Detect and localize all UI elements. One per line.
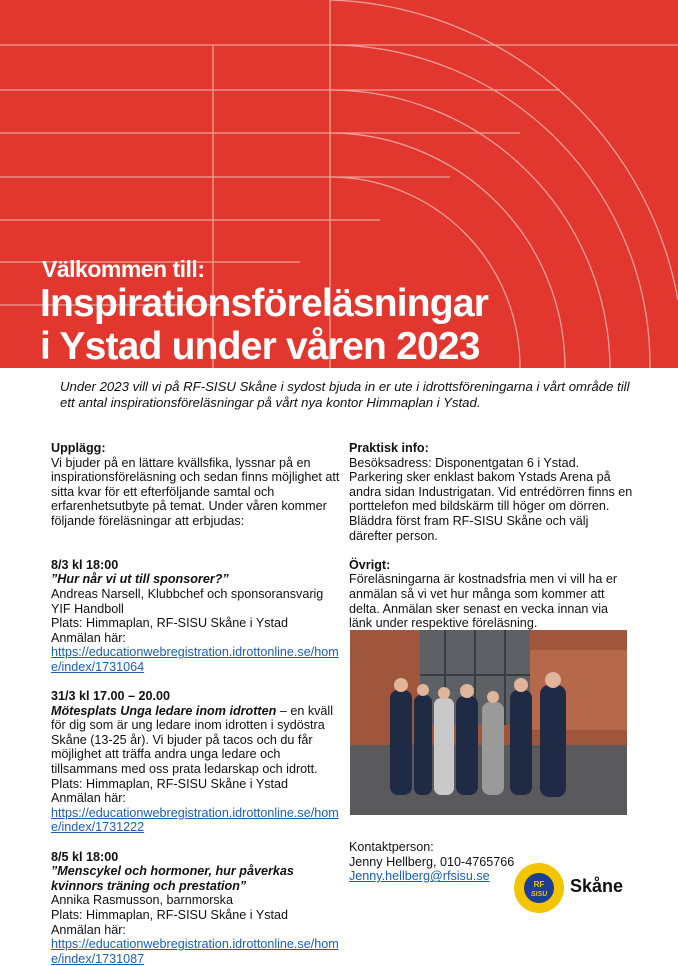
event-signup-link[interactable]: https://educationwebregistration.idrottonline.se/home/index/1731222 <box>51 805 339 835</box>
svg-text:SISU: SISU <box>530 891 548 898</box>
praktisk-text: Besöksadress: Disponentgatan 6 i Ystad. Parkering sker enklast bakom Ystads Arena på andra sidan Industrigatan. Vid entrédörren finns en porttelefon med bildskärm till höger om dörren. Bläddra först fram RF-SISU Skåne och välj därefter person. <box>349 455 633 543</box>
contact-block <box>349 840 514 884</box>
event-date: 8/3 kl 18:00 <box>51 557 119 572</box>
event-signup-label: Anmälan här: <box>51 922 126 937</box>
right-column <box>349 441 634 631</box>
event-description: – en kväll för dig som är ung ledare inom idrotten i sydöstra Skåne (13-25 år). Vi bjuder på tacos och du får möjlighet att träffa andra unga ledare och tillsammans med oss prata ledarskap och idrott. <box>51 703 334 777</box>
event-title: Mötesplats Unga ledare inom idrotten <box>51 703 277 718</box>
event-signup-link[interactable]: https://educationwebregistration.idrottonline.se/home/index/1731064 <box>51 645 339 674</box>
event-speaker: Andreas Narsell, Klubbchef och sponsoransvarig YIF Handboll <box>51 586 324 616</box>
event-place: Plats: Himmaplan, RF-SISU Skåne i Ystad <box>51 908 289 922</box>
svg-text:RF: RF <box>533 880 545 889</box>
contact-email-link[interactable]: Jenny.hellberg@rfsisu.se <box>349 869 490 884</box>
welcome-text: Välkommen till: <box>42 256 205 282</box>
event-signup-link[interactable]: https://educationwebregistration.idrottonline.se/home/index/1731087 <box>51 937 339 966</box>
event-date: 8/5 kl 18:00 <box>51 849 119 864</box>
event-place: Plats: Himmaplan, RF-SISU Skåne i Ystad <box>51 776 289 791</box>
logo-region-text: Skåne <box>570 876 624 896</box>
event-2 <box>51 689 343 835</box>
event-1 <box>51 558 343 675</box>
event-signup-label: Anmälan här: <box>51 791 126 806</box>
intro-text: Under 2023 vill vi på RF-SISU Skåne i sydost bjuda in er ute i idrottsföreningarna i vårt område till ett antal inspirationsföreläsningar på vårt nya kontor Himmaplan i Ystad. <box>60 379 630 410</box>
rf-sisu-logo-icon <box>513 862 565 914</box>
ovrigt-heading: Övrigt: <box>349 557 391 572</box>
contact-label: Kontaktperson: <box>349 840 434 854</box>
upplagg-heading: Upplägg: <box>51 441 106 455</box>
ovrigt-text: Föreläsningarna är kostnadsfria men vi vill ha er anmälan så vi vet hur många som kommer att delta. Anmälan sker senast en vecka innan via länk under respektive föreläsning. <box>349 572 618 631</box>
event-signup-label: Anmälan här: <box>51 630 126 645</box>
event-date: 31/3 kl 17.00 – 20.00 <box>51 689 171 704</box>
team-photo <box>350 630 627 815</box>
contact-name-phone: Jenny Hellberg, 010-4765766 <box>349 854 515 869</box>
upplagg-text: Vi bjuder på en lättare kvällsfika, lyssnar på en inspirationsföreläsning och sedan finns möjlighet att sitta kvar för ett efterföljande samtal och erfarenhetsutbyte på temat. Under våren kommer följande föreläsningar att erbjudas: <box>51 455 340 528</box>
praktisk-heading: Praktisk info: <box>349 441 429 455</box>
event-3 <box>51 850 343 966</box>
left-column <box>51 441 343 966</box>
event-title: ”Menscykel och hormoner, hur påverkas kvinnors träning och prestation” <box>51 864 294 893</box>
hero-banner <box>0 0 678 368</box>
title-line-1: Inspirationsföreläsningar <box>40 282 489 325</box>
team-photo-illustration <box>350 630 627 815</box>
title-line-2: i Ystad under våren 2023 <box>40 325 480 368</box>
event-title: ”Hur når vi ut till sponsorer?” <box>51 572 229 587</box>
event-place: Plats: Himmaplan, RF-SISU Skåne i Ystad <box>51 616 289 631</box>
event-speaker: Annika Rasmusson, barnmorska <box>51 893 233 908</box>
